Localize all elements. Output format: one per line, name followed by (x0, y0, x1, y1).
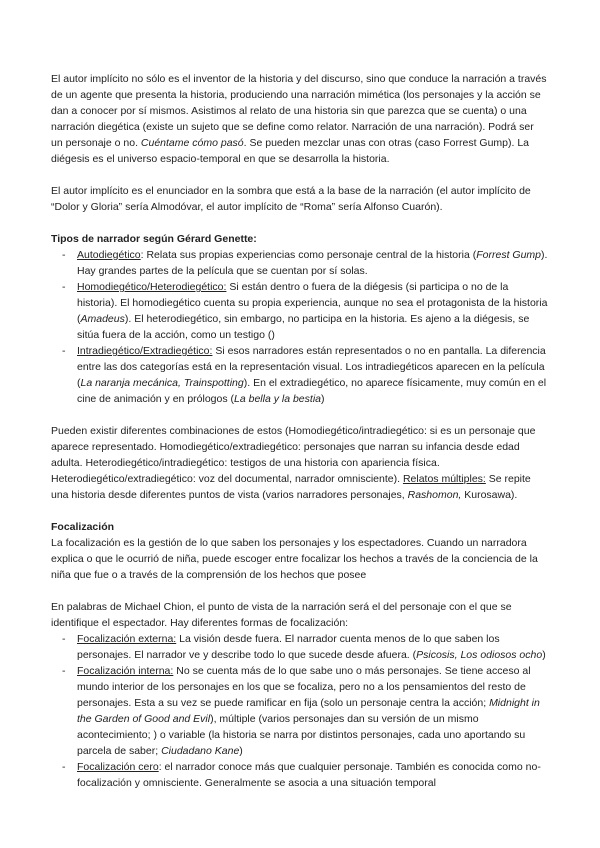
list-focalizacion (51, 631, 548, 791)
term-autodiegetico: Autodiegético (77, 249, 141, 261)
term-relatos-multiples: Relatos múltiples: (402, 473, 486, 485)
paragraph-combinaciones: Pueden existir diferentes combinaciones de estos (Homodiegético/intradiegético: si es un personaje que aparece representado. Homodiegético/extradiegético: personajes que narran su infancia desde edad adulta. Heterodiegético/intradiegético: testigos de una historia con apariencia física. Heterodiegético/extradiegético: voz del documental, narrador omnisciente). Relatos múltiples: Se repite una historia desde diferentes puntos de vista (varios narradores personajes, Rashomon, Kurosawa). (51, 425, 536, 501)
term-focalizacion-interna: Focalización interna: (77, 665, 174, 677)
dash-bullet: - (62, 665, 66, 677)
paragraph-enunciador: El autor implícito es el enunciador en la sombra que está a la base de la narración (el autor implícito de “Dolor y Gloria” sería Almodóvar, el autor implícito de “Roma” sería Alfonso Cuarón). (51, 185, 531, 213)
heading-focalizacion: Focalización (51, 521, 115, 533)
document-page (51, 71, 548, 791)
term-intradiegetico: Intradiegético/Extradiegético: (77, 345, 213, 357)
list-item-homodiegetico: - Homodiegético/Heterodiegético: Si están dentro o fuera de la diégesis (si participa o no de la historia). El homodiegético cuenta su propia experiencia, aunque no sea el protagonista de la historia (Amadeus). El heterodiegético, sin embargo, no participa en la historia. Es ajeno a la diégesis, se sitúa fuera de la acción, como un testigo () (62, 281, 548, 341)
list-item-intradiegetico: - Intradiegético/Extradiegético: Si esos narradores están representados o no en pantalla. La diferencia entre las dos categorías está en la representación visual. Los intradiegéticos aparecen en la película (La naranja mecánica, Trainspotting). En el extradiegético, no aparece físicamente, muy común en el cine de animación y en prólogos (La bella y la bestia) (62, 345, 547, 405)
paragraph-autor-implicito: El autor implícito no sólo es el inventor de la historia y del discurso, sino que conduce la narración a través de un agente que presenta la historia, produciendo una narración mimética (los personajes y la acción se dan a conocer por sí mismos. Asistimos al relato de una historia sin que parezca que se cuenta) o una narración diegética (existe un sujeto que se define como relator. Narración de una narración). Podrá ser un personaje o no. Cuéntame cómo pasó. Se pueden mezclar unas con otras (caso Forrest Gump). La diégesis es el universo espacio-temporal en que se desarrolla la historia. (51, 73, 547, 165)
dash-bullet: - (62, 633, 66, 645)
term-focalizacion-externa: Focalización externa: (77, 633, 177, 645)
list-item-focalizacion-externa: - Focalización externa: La visión desde fuera. El narrador cuenta menos de lo que saben los personajes. El narrador ve y describe todo lo que sucede desde afuera. (Psicosis, Los odiosos ocho) (62, 633, 546, 661)
paragraph-chion: En palabras de Michael Chion, el punto de vista de la narración será el del personaje con el que se identifique el espectador. Hay diferentes formas de focalización: (51, 601, 512, 629)
list-item-focalizacion-cero: - Focalización cero: el narrador conoce más que cualquier personaje. También es conocida como no-focalización y omnisciente. Generalmente se asocia a una situación temporal (62, 761, 541, 789)
title-cuentame: Cuéntame cómo pasó (140, 137, 244, 149)
dash-bullet: - (62, 345, 66, 357)
dash-bullet: - (62, 249, 66, 261)
dash-bullet: - (62, 281, 66, 293)
list-item-focalizacion-interna: - Focalización interna: No se cuenta más de lo que sabe uno o más personajes. Se tiene acceso al mundo interior de los personajes en los que se focaliza, pero no a los pensamientos del resto de personajes. Esta a su vez se puede ramificar en fija (solo un personaje centra la acción; Midnight in the Garden of Good and Evil), múltiple (varios personajes dan su versión de un mismo acontecimiento; ) o variable (la historia se narra por distintos personajes, cada uno aportando su parcela de saber; Ciudadano Kane) (62, 665, 540, 757)
list-item-autodiegetico: - Autodiegético: Relata sus propias experiencias como personaje central de la historia (Forrest Gump). Hay grandes partes de la película que se cuentan por sí solas. (62, 249, 548, 277)
paragraph-focalizacion: La focalización es la gestión de lo que saben los personajes y los espectadores. Cuando un narradora explica o que le ocurrió de niña, puede escoger entre focalizar los hechos a través de la conciencia de la niña que fue o a través de la comprensión de los hechos que posee (51, 537, 538, 581)
term-homodiegetico: Homodiegético/Heterodiegético: (77, 281, 227, 293)
list-tipos-narrador (51, 247, 548, 407)
dash-bullet: - (62, 761, 66, 773)
heading-tipos-narrador: Tipos de narrador según Gérard Genette: (51, 233, 257, 245)
term-focalizacion-cero: Focalización cero (77, 761, 159, 773)
